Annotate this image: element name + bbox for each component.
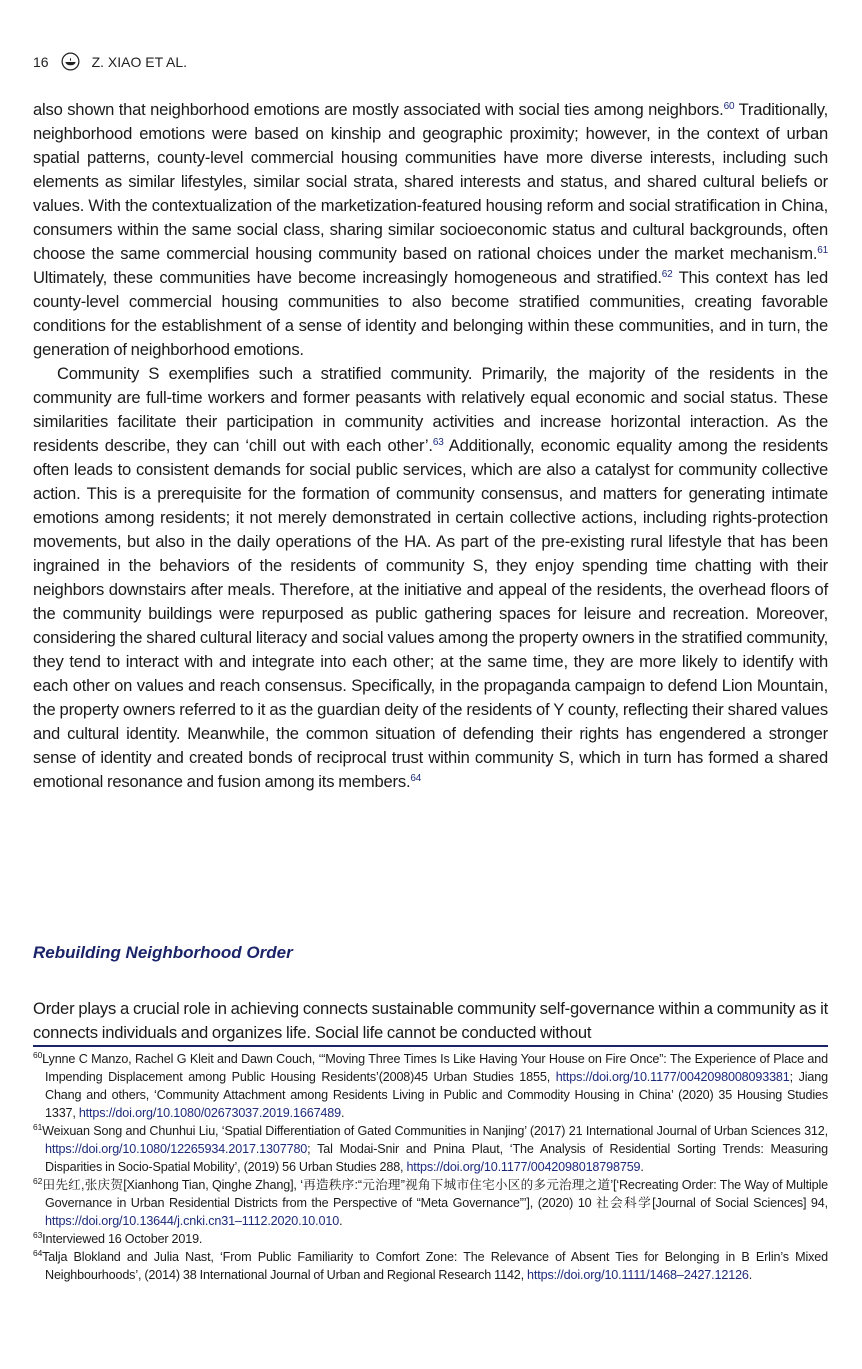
footnote-number: 60	[33, 1050, 43, 1060]
body-text-run: Ultimately, these communities have become increasingly homogeneous and stratified.	[33, 268, 662, 287]
footnote-ref[interactable]: 60	[723, 101, 735, 112]
footnote-text: Weixuan Song and Chunhui Liu, ‘Spatial Differentiation of Gated Communities in Nanjing’ (2017) 21 International Journal of Urban Sciences 312,	[42, 1124, 828, 1138]
footnote-text: ; Jiang Chang and others, ‘Community Attachment among Residents Living in Public and Commodity Housing in China’ (2020) 35 Housing Studies 1337,	[45, 1070, 828, 1120]
doi-link[interactable]: https://doi.org/10.1080/02673037.2019.1667489	[78, 1106, 341, 1120]
running-head	[33, 52, 187, 71]
body-text-run: Community S exemplifies such a stratified community. Primarily, the majority of the residents in the community are full-time workers and former peasants with relatively equal economic and social status. These similarities facilitate their participation in community activities and increase horizontal interaction. As the residents describe, they can ‘chill out with each other’.	[33, 364, 828, 455]
footnote-number: 63	[33, 1230, 43, 1240]
footnotes	[33, 1050, 828, 1284]
footnote-text: 田先红,张庆贺[Xianhong Tian, Qinghe Zhang], ‘再造秩序:“元治理”视角下城市住宅小区的多元治理之道’[‘Recreating Order: The Way of Multiple Governance in Urban Residential Districts from the Perspective of “Meta Governance”’], (2020) 10 社会科学[Journal of Social Sciences] 94,	[42, 1178, 828, 1210]
footnote-text: .	[340, 1106, 345, 1120]
doi-link[interactable]: https://doi.org/10.13644/j.cnki.cn31–1112.2020.10.010	[45, 1214, 340, 1228]
body-text-run: also shown that neighborhood emotions are mostly associated with social ties among neighbors.	[33, 100, 724, 119]
footnote-63	[33, 1230, 828, 1248]
doi-link[interactable]: https://doi.org/10.1177/0042098018798759	[406, 1160, 641, 1174]
footnote-text: .	[640, 1160, 644, 1174]
section-paragraph: Order plays a crucial role in achieving connects sustainable community self-governance within a community as it connects individuals and organizes life. Social life cannot be conducted without	[33, 998, 828, 1042]
running-head-authors: Z. XIAO ET AL.	[91, 53, 188, 70]
footnote-62	[33, 1176, 828, 1230]
footnote-text: Lynne C Manzo, Rachel G Kleit and Dawn Couch, ‘“Moving Three Times Is Like Having Your House on Fire Once”: The Experience of Place and Impending Displacement among Public Housing Residents’(2008)45 Urban Studies 1855,	[42, 1052, 828, 1084]
footnote-ref[interactable]: 62	[661, 269, 673, 280]
body-text	[33, 98, 828, 794]
publisher-lamp-icon	[61, 52, 80, 71]
footnote-number: 62	[33, 1176, 43, 1186]
footnote-text: Interviewed 16 October 2019.	[42, 1232, 203, 1246]
doi-link[interactable]: https://doi.org/10.1111/1468–2427.12126	[527, 1268, 749, 1282]
footnote-60	[33, 1050, 828, 1122]
footnote-61	[33, 1122, 828, 1176]
footnote-ref[interactable]: 63	[432, 437, 444, 448]
body-text-run: This context has led county-level commercial housing communities to also become stratified communities, creating favorable conditions for the establishment of a sense of identity and belonging within these communities, and in turn, the generation of neighborhood emotions.	[33, 268, 828, 359]
section-heading: Rebuilding Neighborhood Order	[33, 943, 293, 962]
footnote-text: ; Tal Modai-Snir and Pnina Plaut, ‘The Analysis of Residential Sorting Trends: Measuring Disparities in Socio-Spatial Mobility’, (2019) 56 Urban Studies 288,	[45, 1142, 828, 1174]
footnote-text: Talja Blokland and Julia Nast, ‘From Public Familiarity to Comfort Zone: The Relevance of Absent Ties for Belonging in B Erlin’s Mixed Neighbourhoods’, (2014) 38 International Journal of Urban and Regional Research 1142,	[42, 1250, 828, 1282]
doi-link[interactable]: https://doi.org/10.1177/0042098008093381	[555, 1070, 790, 1084]
footnote-text: .	[339, 1214, 343, 1228]
body-text-run: Traditionally, neighborhood emotions were based on kinship and geographic proximity; however, in the context of urban spatial patterns, county-level commercial housing communities have more diverse interests, including such elements as similar lifestyles, similar social strata, shared interests and status, and shared cultural beliefs or values. With the contextualization of the marketization-featured housing reform and social stratification in China, consumers within the same social class, sharing similar socioeconomic status and cultural backgrounds, often choose the same commercial housing community based on rational choices under the market mechanism.	[33, 100, 828, 263]
doi-link[interactable]: https://doi.org/10.1080/12265934.2017.1307780	[45, 1142, 308, 1156]
body-paragraph	[33, 98, 828, 362]
footnote-ref[interactable]: 61	[817, 245, 828, 256]
footnote-divider	[33, 1045, 828, 1047]
body-paragraph	[33, 362, 828, 794]
footnote-number: 61	[33, 1122, 43, 1132]
footnote-ref[interactable]: 64	[410, 773, 422, 784]
footnote-64	[33, 1248, 828, 1284]
footnote-text: .	[748, 1268, 753, 1282]
footnote-number: 64	[33, 1248, 43, 1258]
body-text-run: Additionally, economic equality among the residents often leads to consistent demands for social public services, which are also a catalyst for community collective action. This is a prerequisite for the formation of community consensus, and matters for generating intimate emotions among residents; it not merely demonstrated in certain collective actions, including rights-protection movements, but also in the daily operations of the HA. As part of the pre-existing rural lifestyle that has been ingrained in the behaviors of the residents of community S, they enjoy spending time chatting with their neighbors downstairs after meals. Therefore, at the initiative and appeal of the residents, the overhead floors of the community buildings were repurposed as public gathering spaces for leisure and recreation. Moreover, considering the shared cultural literacy and social values among the property owners in the stratified community, they tend to interact with and integrate into each other; at the same time, they are more likely to identify with each other on values and reach consensus. Specifically, in the propaganda campaign to defend Lion Mountain, the property owners referred to it as the guardian deity of the residents of Y county, reflecting their shared values and cultural identity. Meanwhile, the common situation of defending their rights has engendered a stronger sense of identity and created bonds of reciprocal trust within community S, which in turn has formed a shared emotional resonance and fusion among its members.	[33, 436, 828, 791]
page-number: 16	[33, 53, 49, 70]
